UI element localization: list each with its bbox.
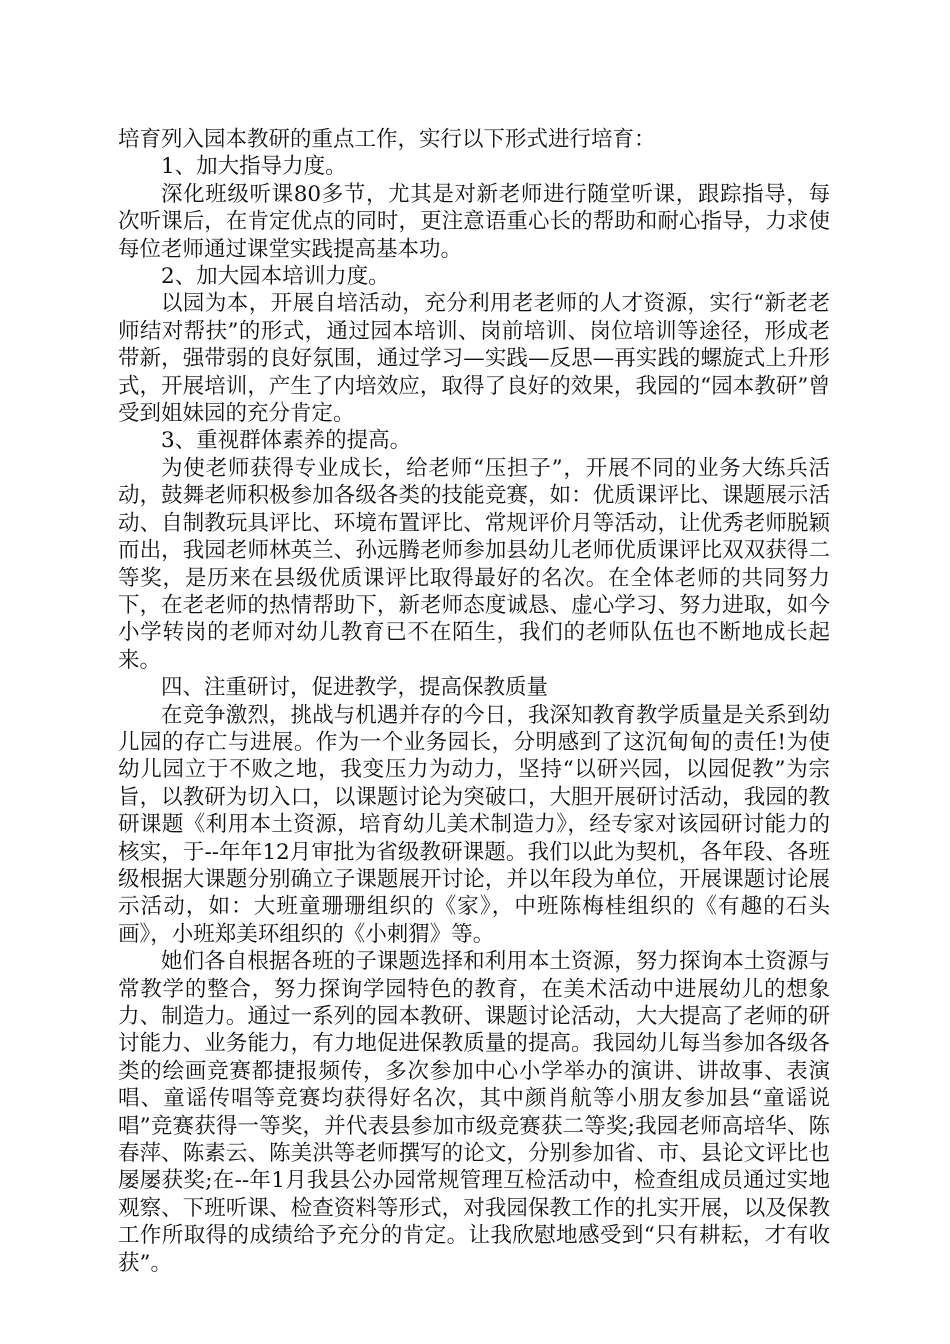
document-body — [118, 126, 830, 1277]
paragraph-guidance: 深化班级听课80多节，尤其是对新老师进行随堂听课，跟踪指导，每次听课后，在肯定优点的同时，更注意语重心长的帮助和耐心指导，力求使每位老师通过课堂实践提高基本功。 — [118, 181, 830, 262]
paragraph-achievements: 她们各自根据各班的子课题选择和利用本土资源，努力探询本土资源与常教学的整合，努力探询学园特色的教育，在美术活动中进展幼儿的想象力、制造力。通过一系列的园本教研、课题讨论活动，大大提高了老师的研讨能力、业务能力，有力地促进保教质量的提高。我园幼儿每当参加各级各类的绘画竞赛都捷报频传，多次参加中心小学举办的演讲、讲故事、表演唱、童谣传唱等竞赛均获得好名次，其中颜肖航等小朋友参加县“童谣说唱”竞赛获得一等奖，并代表县参加市级竞赛获二等奖;我园老师高培华、陈春萍、陈素云、陈美洪等老师撰写的论文，分别参加省、市、县论文评比也屡屡获奖;在--年1月我县公办园常规管理互检活动中，检查组成员通过实地观察、下班听课、检查资料等形式，对我园保教工作的扎实开展，以及保教工作所取得的成绩给予充分的肯定。让我欣慰地感受到“只有耕耘，才有收获”。 — [118, 949, 830, 1276]
section-heading-research: 四、注重研讨，促进教学，提高保教质量 — [161, 675, 549, 701]
heading-guidance: 1、加大指导力度。 — [161, 154, 347, 180]
paragraph-research: 在竞争激烈，挑战与机遇并存的今日，我深知教育教学质量是关系到幼儿园的存亡与进展。作为一个业务园长，分明感到了这沉甸甸的责任!为使幼儿园立于不败之地，我变压力为动力，坚持“以研兴园，以园促教”为宗旨，以教研为切入口，以课题讨论为突破口，大胆开展研讨活动，我园的教研课题《利用本土资源，培育幼儿美术制造力》，经专家对该园研讨能力的核实，于--年年12月审批为省级教研课题。我们以此为契机，各年段、各班级根据大课题分别确立子课题展开讨论，并以年段为单位，开展课题讨论展示活动，如：大班童珊珊组织的《家》，中班陈梅桂组织的《有趣的石头画》，小班郑美环组织的《小刺猬》等。 — [118, 702, 830, 947]
paragraph-training: 以园为本，开展自培活动，充分利用老老师的人才资源，实行“新老老师结对帮扶”的形式，通过园本培训、岗前培训、岗位培训等途径，形成老带新，强带弱的良好氛围，通过学习—实践—反思—再实践的螺旋式上升形式，开展培训，产生了内培效应，取得了良好的效果，我园的“园本教研”曾受到姐妹园的充分肯定。 — [118, 291, 830, 427]
heading-quality: 3、重视群体素养的提高。 — [161, 428, 412, 454]
paragraph-intro: 培育列入园本教研的重点工作，实行以下形式进行培育： — [118, 127, 656, 152]
paragraph-quality: 为使老师获得专业成长，给老师“压担子”，开展不同的业务大练兵活动，鼓舞老师积极参加各级各类的技能竞赛，如：优质课评比、课题展示活动、自制教玩具评比、环境布置评比、常规评价月等活动，让优秀老师脱颖而出，我园老师林英兰、孙远腾老师参加县幼儿老师优质课评比双双获得二等奖，是历来在县级优质课评比取得最好的名次。在全体老师的共同努力下，在老老师的热情帮助下，新老师态度诚恳、虚心学习、努力进取，如今小学转岗的老师对幼儿教育已不在陌生，我们的老师队伍也不断地成长起来。 — [118, 455, 830, 673]
heading-training: 2、加大园本培训力度。 — [161, 264, 390, 290]
